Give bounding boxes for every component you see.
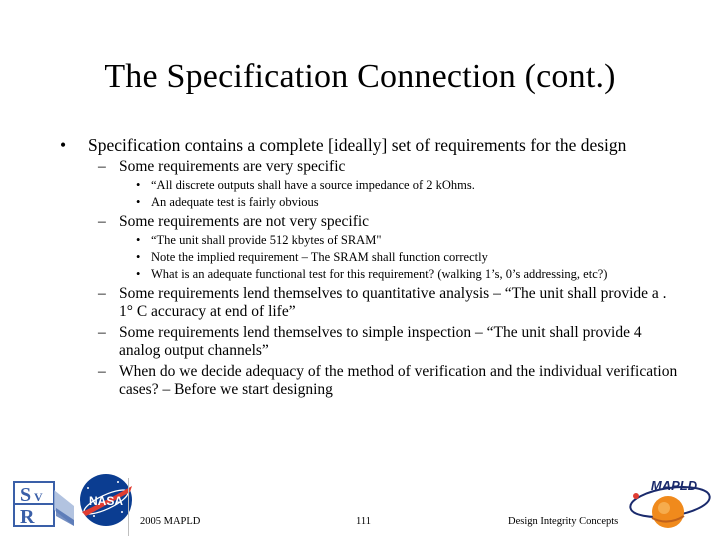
sub-sub-bullet-text: Note the implied requirement – The SRAM shall function correctly xyxy=(151,250,488,264)
mapld-logo xyxy=(628,472,712,536)
sub-bullet-text: Some requirements are very specific xyxy=(119,158,346,175)
svr-logo xyxy=(12,480,76,528)
bullet-marker: • xyxy=(136,195,141,209)
sub-sub-bullet-text: What is an adequate functional test for this requirement? (walking 1’s, 0’s addressing, etc?) xyxy=(151,267,608,281)
footer-divider xyxy=(128,478,129,536)
nasa-logo-text: NASA xyxy=(88,494,124,508)
bullet-level1 xyxy=(60,136,680,154)
bullet-marker: • xyxy=(136,267,141,281)
bullet-marker: • xyxy=(136,250,141,264)
slide-body xyxy=(60,136,680,399)
sub-sub-bullet xyxy=(60,195,680,210)
sub-bullet xyxy=(60,285,680,321)
sub-sub-bullet-text: “All discrete outputs shall have a source impedance of 2 kOhms. xyxy=(151,178,475,192)
svr-logo-v: V xyxy=(34,490,43,504)
dash-marker: – xyxy=(98,363,106,380)
sub-bullet xyxy=(60,213,680,231)
slide-title: The Specification Connection (cont.) xyxy=(104,58,616,95)
sub-bullet-text: When do we decide adequacy of the method of verification and the individual verification cases? – Before we start designing xyxy=(119,363,678,398)
sub-bullet xyxy=(60,158,680,176)
bullet-marker: • xyxy=(136,178,141,192)
sub-sub-bullet-text: “The unit shall provide 512 kbytes of SRAM" xyxy=(151,233,382,247)
sub-sub-bullet xyxy=(60,267,680,282)
sub-bullet-text: Some requirements lend themselves to simple inspection – “The unit shall provide 4 analog output channels” xyxy=(119,324,642,359)
svr-logo-r: R xyxy=(20,506,35,528)
bullet-text: Specification contains a complete [ideally] set of requirements for the design xyxy=(88,135,627,155)
sub-sub-bullet-text: An adequate test is fairly obvious xyxy=(151,195,319,209)
sub-bullet-text: Some requirements lend themselves to quantitative analysis – “The unit shall provide a . 1° C accuracy at end of life” xyxy=(119,285,667,320)
nasa-logo xyxy=(78,472,134,528)
dash-marker: – xyxy=(98,324,106,341)
sub-bullet-text: Some requirements are not very specific xyxy=(119,213,370,230)
footer-page-number: 111 xyxy=(356,516,371,527)
mapld-logo-text: MAPLD xyxy=(650,478,698,493)
sub-sub-bullet xyxy=(60,250,680,265)
dash-marker: – xyxy=(98,285,106,302)
footer-right: Design Integrity Concepts xyxy=(508,516,619,527)
sub-bullet xyxy=(60,363,680,399)
sub-bullet xyxy=(60,324,680,360)
sub-sub-bullet xyxy=(60,178,680,193)
dash-marker: – xyxy=(98,213,106,230)
bullet-marker: • xyxy=(60,135,67,155)
footer-left: 2005 MAPLD xyxy=(140,516,201,527)
dash-marker: – xyxy=(98,158,106,175)
sub-sub-bullet xyxy=(60,233,680,248)
svr-logo-s: S xyxy=(20,484,32,506)
bullet-marker: • xyxy=(136,233,141,247)
